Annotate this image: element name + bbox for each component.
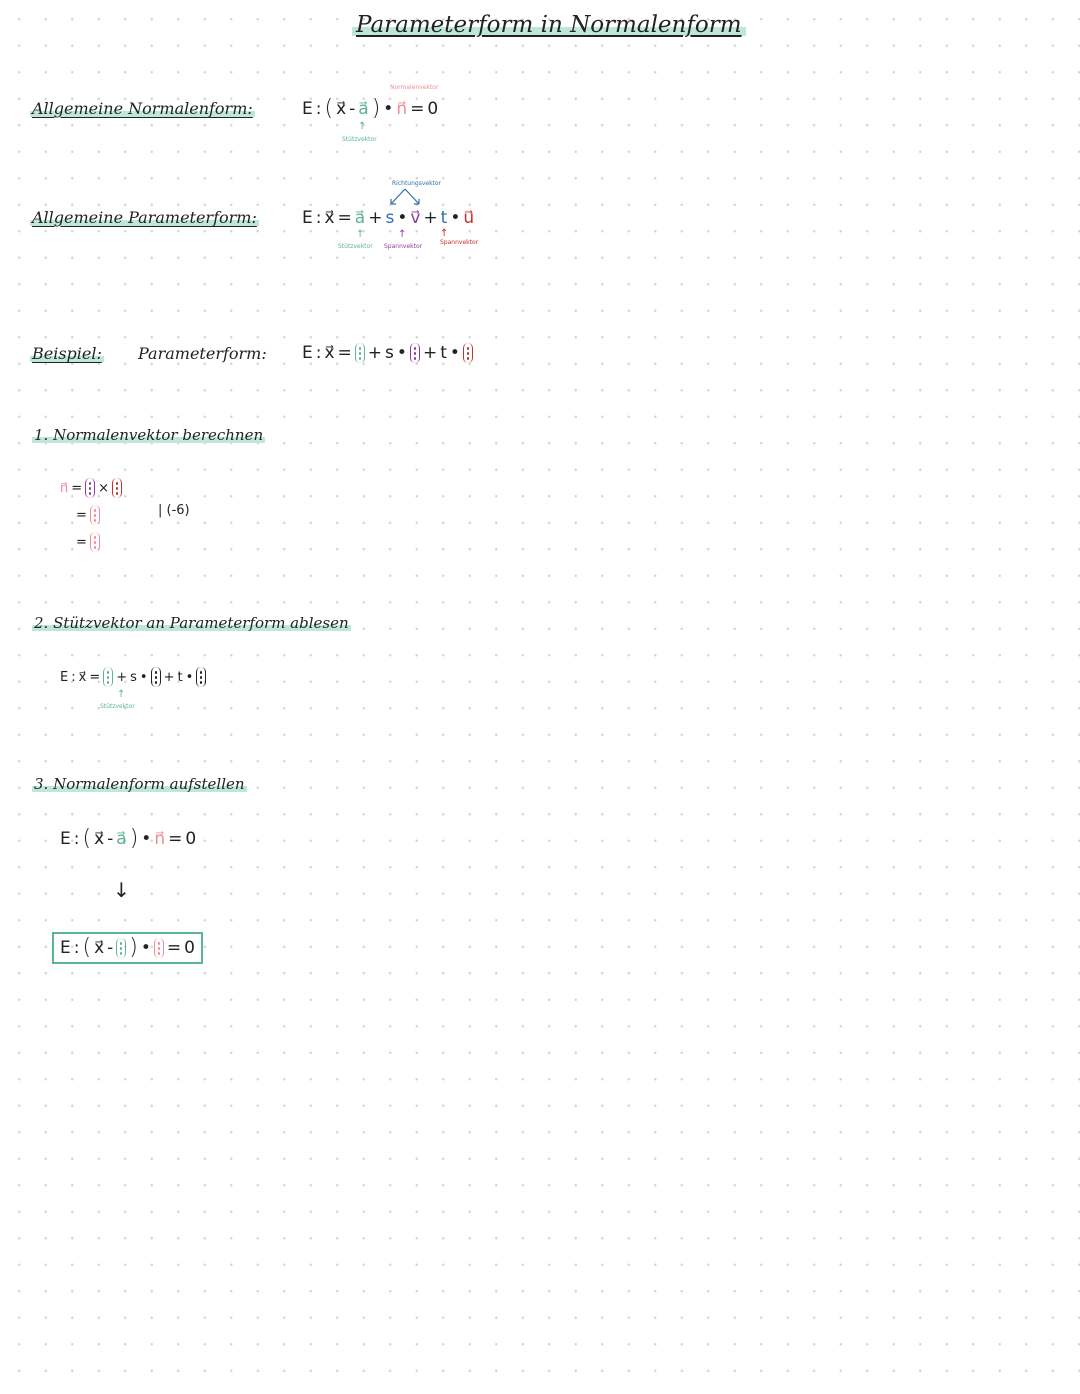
dot-product: • bbox=[141, 829, 152, 849]
n-vector: n⃗ bbox=[60, 480, 69, 496]
page-title: Parameterform in Normalenform bbox=[352, 12, 746, 38]
v-vector-matrix bbox=[151, 667, 161, 687]
plane-symbol: E bbox=[302, 208, 313, 228]
plane-symbol: E bbox=[60, 669, 69, 685]
close-paren: ) bbox=[129, 935, 138, 960]
branch-arrows-icon bbox=[385, 187, 425, 207]
arrow-up-icon: ↑ bbox=[358, 121, 367, 132]
n-vector-matrix bbox=[90, 505, 100, 525]
example-param-label: Parameterform: bbox=[138, 344, 267, 363]
step-1-result-1 bbox=[76, 505, 100, 525]
open-paren: ( bbox=[324, 96, 334, 121]
x-vector: x⃗ bbox=[336, 99, 347, 119]
normal-form-label: Allgemeine Normalenform: bbox=[32, 99, 253, 118]
s-parameter: s bbox=[385, 208, 395, 228]
param-form-formula bbox=[302, 208, 474, 228]
x-vector: x⃗ bbox=[94, 829, 105, 849]
dot-product: • bbox=[140, 938, 151, 958]
step-2-label: 2. Stützvektor an Parameterform ablesen bbox=[34, 614, 349, 632]
richtungsvektor-annotation: Richtungsvektor bbox=[392, 180, 442, 187]
plus-sign: + bbox=[367, 343, 383, 363]
arrow-up-icon: ↑ bbox=[398, 229, 407, 240]
t-parameter: t bbox=[440, 208, 448, 228]
v-vector-matrix bbox=[85, 478, 95, 498]
open-paren: ( bbox=[82, 935, 92, 960]
minus-sign: - bbox=[107, 829, 114, 849]
plane-symbol: E bbox=[302, 99, 313, 119]
step-3-label: 3. Normalenform aufstellen bbox=[34, 775, 245, 793]
s-parameter: s bbox=[385, 343, 394, 363]
step-1-result-2 bbox=[76, 532, 100, 552]
dot-product: • bbox=[449, 343, 460, 363]
step-1-label: 1. Normalenvektor berechnen bbox=[34, 426, 264, 444]
dot-product: • bbox=[397, 208, 408, 228]
zero: 0 bbox=[185, 829, 197, 849]
n-vector-matrix bbox=[90, 532, 100, 552]
final-normal-form bbox=[52, 932, 203, 964]
dot-product: • bbox=[396, 343, 407, 363]
step-1-cross-product bbox=[60, 478, 122, 498]
dot-product: • bbox=[383, 99, 394, 119]
plane-symbol: E bbox=[60, 938, 71, 958]
colon: : bbox=[315, 343, 322, 363]
a-vector: a⃗ bbox=[354, 208, 366, 228]
arrow-up-icon: ↑ bbox=[440, 228, 449, 239]
equals-sign: = bbox=[89, 669, 101, 685]
t-parameter: t bbox=[177, 669, 183, 685]
u-vector-matrix bbox=[112, 478, 122, 498]
equals-sign: = bbox=[168, 829, 183, 849]
param-form-label: Allgemeine Parameterform: bbox=[32, 208, 257, 227]
open-paren: ( bbox=[82, 826, 92, 851]
x-vector: x⃗ bbox=[78, 669, 87, 685]
v-vector-matrix bbox=[410, 343, 420, 363]
down-arrow-icon: ↓ bbox=[113, 878, 130, 902]
equals-sign: = bbox=[166, 938, 182, 958]
n-vector: n⃗ bbox=[154, 829, 166, 849]
close-paren: ) bbox=[371, 96, 381, 121]
spannvektor-annotation: Spannvektor bbox=[384, 243, 423, 250]
equals-sign: = bbox=[337, 208, 352, 228]
normalenvektor-annotation: Normalenvektor bbox=[390, 84, 439, 91]
normal-form-formula bbox=[302, 98, 438, 120]
minus-sign: - bbox=[107, 938, 114, 958]
equals-sign: = bbox=[76, 534, 87, 550]
x-vector: x⃗ bbox=[324, 343, 335, 363]
example-label: Beispiel: bbox=[32, 344, 102, 363]
dot-product: • bbox=[185, 669, 194, 685]
stuetzvektor-annotation: Stützvektor bbox=[100, 703, 135, 710]
zero: 0 bbox=[184, 938, 195, 958]
colon: : bbox=[73, 829, 80, 849]
stuetzvektor-annotation: Stützvektor bbox=[342, 136, 377, 143]
equals-sign: = bbox=[410, 99, 425, 119]
scale-note: | (-6) bbox=[158, 503, 190, 518]
colon: : bbox=[315, 99, 322, 119]
a-vector: a⃗ bbox=[358, 99, 369, 119]
t-parameter: t bbox=[440, 343, 447, 363]
x-vector: x⃗ bbox=[324, 208, 335, 228]
equals-sign: = bbox=[337, 343, 352, 363]
stuetzvektor-annotation: Stützvektor bbox=[338, 243, 373, 250]
v-vector: v⃗ bbox=[410, 208, 421, 228]
n-vector: n⃗ bbox=[396, 99, 408, 119]
spannvektor-annotation: Spannvektor bbox=[440, 239, 479, 246]
stuetz-vector-matrix bbox=[116, 938, 126, 958]
step-1-scale-note bbox=[158, 503, 190, 518]
step-3-general-formula bbox=[60, 828, 196, 850]
zero: 0 bbox=[427, 99, 439, 119]
colon: : bbox=[71, 669, 76, 685]
close-paren: ) bbox=[129, 826, 139, 851]
equals-sign: = bbox=[71, 480, 83, 496]
u-vector: u⃗ bbox=[463, 208, 475, 228]
u-vector-matrix bbox=[463, 343, 473, 363]
plus-sign: + bbox=[368, 208, 383, 228]
plus-sign: + bbox=[423, 208, 438, 228]
s-parameter: s bbox=[130, 669, 137, 685]
plus-sign: + bbox=[422, 343, 438, 363]
arrow-up-icon: ↑ bbox=[117, 689, 126, 700]
plane-symbol: E bbox=[302, 343, 313, 363]
colon: : bbox=[315, 208, 322, 228]
n-vector-matrix bbox=[154, 938, 164, 958]
times-sign: × bbox=[98, 480, 110, 496]
step-2-param-formula bbox=[60, 667, 206, 687]
a-vector: a⃗ bbox=[116, 829, 127, 849]
plane-symbol: E bbox=[60, 829, 71, 849]
stuetz-vector-matrix bbox=[103, 667, 113, 687]
x-vector: x⃗ bbox=[94, 938, 105, 958]
dot-product: • bbox=[139, 669, 148, 685]
arrow-up-icon: ↑ bbox=[356, 229, 365, 240]
equals-sign: = bbox=[76, 507, 87, 523]
plus-sign: + bbox=[116, 669, 128, 685]
dot-product: • bbox=[450, 208, 461, 228]
plus-sign: + bbox=[163, 669, 175, 685]
stuetz-vector-matrix bbox=[355, 343, 365, 363]
example-param-formula bbox=[302, 343, 473, 363]
u-vector-matrix bbox=[196, 667, 206, 687]
colon: : bbox=[73, 938, 80, 958]
minus-sign: - bbox=[349, 99, 356, 119]
